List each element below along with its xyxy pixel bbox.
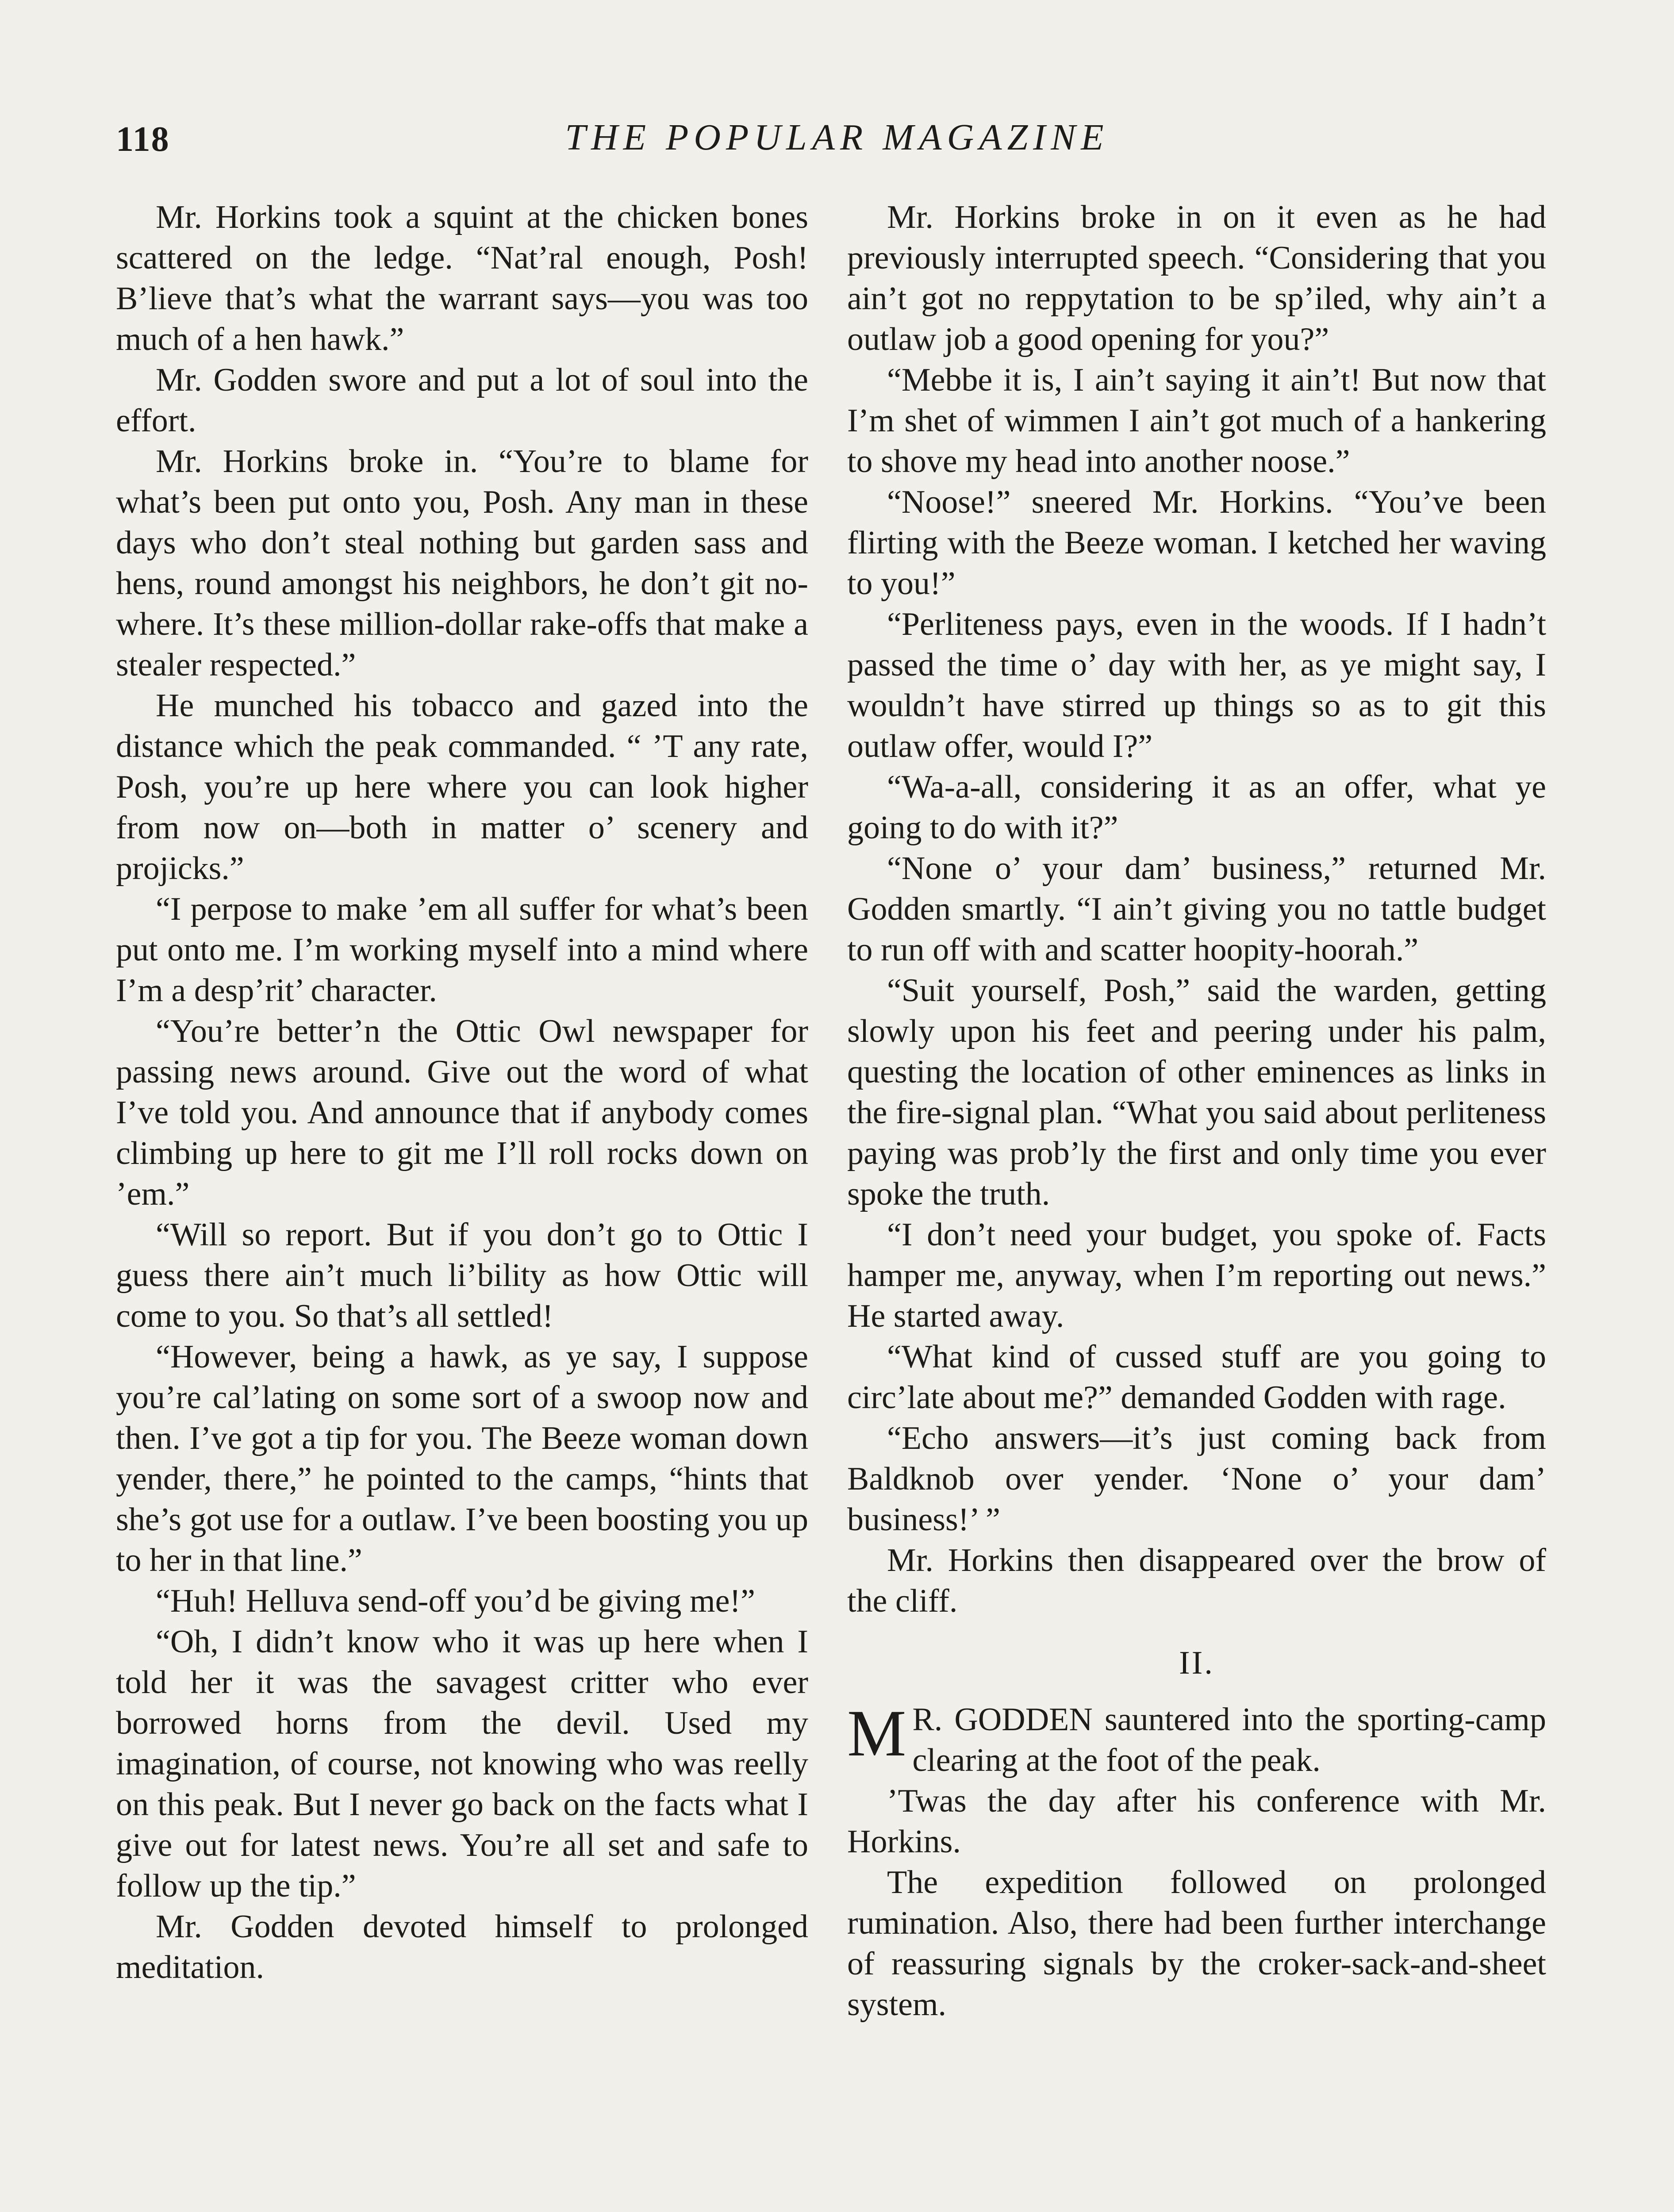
- paragraph: He munched his tobacco and gazed into the distance which the peak commanded. “ ’T any rate, Posh, you’re up here where you can look higher from now on—both in matter o’ scenery and projicks.”: [116, 687, 808, 887]
- paragraph: “Suit yourself, Posh,” said the warden, getting slowly upon his feet and peering under his palm, questing the location of other eminences as links in the fire-signal plan. “What you said about perliteness paying was prob’ly the first and only time you ever spoke the truth.: [847, 972, 1546, 1212]
- paragraph: The expedition followed on prolonged rumination. Also, there had been further interchange of reassuring signals by the croker-sack-and-sheet system.: [847, 1864, 1546, 2023]
- paragraph: “Mebbe it is, I ain’t saying it ain’t! But now that I’m shet of wimmen I ain’t got much of a hankering to shove my head into another noose.”: [847, 362, 1546, 480]
- paragraph: “Will so report. But if you don’t go to Ottic I guess there ain’t much li’bility as how Ottic will come to you. So that’s all settled!: [116, 1217, 808, 1334]
- paragraph: “None o’ your dam’ business,” returned Mr. Godden smartly. “I ain’t giving you no tattle budget to run off with and scatter hoopity-hoorah.”: [847, 850, 1546, 968]
- running-head: THE POPULAR MAGAZINE: [565, 117, 1109, 158]
- paragraph: Mr. Horkins took a squint at the chicken bones scattered on the ledge. “Nat’ral enough, Posh! B’lieve that’s what the warrant says—you was too much of a hen hawk.”: [116, 199, 808, 357]
- paragraph: “Echo answers—it’s just coming back from Baldknob over yender. ‘None o’ your dam’ business!’ ”: [847, 1420, 1546, 1538]
- paragraph: “You’re better’n the Ottic Owl newspaper for passing news around. Give out the word of what I’ve told you. And announce that if anybody comes climbing up here to git me I’ll roll rocks down on ’em.”: [116, 1013, 808, 1212]
- paragraph: “I perpose to make ’em all suffer for what’s been put onto me. I’m working myself into a mind where I’m a desp’rit’ character.: [116, 891, 808, 1009]
- section-opening-paragraph: [847, 1699, 1546, 1781]
- paragraph: “However, being a hawk, as ye say, I suppose you’re cal’lating on some sort of a swoop now and then. I’ve got a tip for you. The Beeze woman down yender, there,” he pointed to the camps, “hints that she’s got use for a outlaw. I’ve been boosting you up to her in that line.”: [116, 1339, 808, 1578]
- left-column: [116, 197, 808, 1988]
- paragraph: Mr. Horkins broke in on it even as he had previously interrupted speech. “Considering that you ain’t got no reppytation to be sp’iled, why ain’t a outlaw job a good opening for you?”: [847, 199, 1546, 357]
- section-opening-text: R. GODDEN sauntered into the sporting-camp clearing at the foot of the peak.: [912, 1701, 1546, 1778]
- paragraph: “Perliteness pays, even in the woods. If I hadn’t passed the time o’ day with her, as ye might say, I wouldn’t have stirred up things so as to git this outlaw offer, would I?”: [847, 606, 1546, 764]
- drop-cap: M: [847, 1697, 906, 1770]
- paragraph: “Noose!” sneered Mr. Horkins. “You’ve been flirting with the Beeze woman. I ketched her waving to you!”: [847, 484, 1546, 602]
- paragraph: “Oh, I didn’t know who it was up here when I told her it was the savagest critter who ever borrowed horns from the devil. Used my imagination, of course, not knowing who was reelly on this peak. But I never go back on the facts what I give out for latest news. You’re all set and safe to follow up the tip.”: [116, 1624, 808, 1904]
- paragraph: “Wa-a-all, considering it as an offer, what ye going to do with it?”: [847, 769, 1546, 846]
- paragraph: “Huh! Helluva send-off you’d be giving me!”: [156, 1583, 755, 1619]
- paragraph: Mr. Horkins broke in. “You’re to blame for what’s been put onto you, Posh. Any man in these days who don’t steal nothing but garden sass and hens, round amongst his neighbors, he don’t git nowhere. It’s these million-dollar rake-offs that make a stealer respected.”: [116, 443, 808, 683]
- paragraph: “What kind of cussed stuff are you going to circ’late about me?” demanded Godden with rage.: [847, 1339, 1546, 1416]
- page-number: 118: [116, 120, 170, 159]
- paragraph: Mr. Godden devoted himself to prolonged meditation.: [116, 1909, 808, 1985]
- section-heading: II.: [1179, 1645, 1214, 1681]
- right-column: [847, 197, 1546, 2025]
- paragraph: “I don’t need your budget, you spoke of. Facts hamper me, anyway, when I’m reporting out news.” He started away.: [847, 1217, 1546, 1334]
- paragraph: Mr. Horkins then disappeared over the brow of the cliff.: [847, 1542, 1546, 1619]
- paragraph: Mr. Godden swore and put a lot of soul into the effort.: [116, 362, 808, 439]
- paragraph: ’Twas the day after his conference with Mr. Horkins.: [847, 1783, 1546, 1860]
